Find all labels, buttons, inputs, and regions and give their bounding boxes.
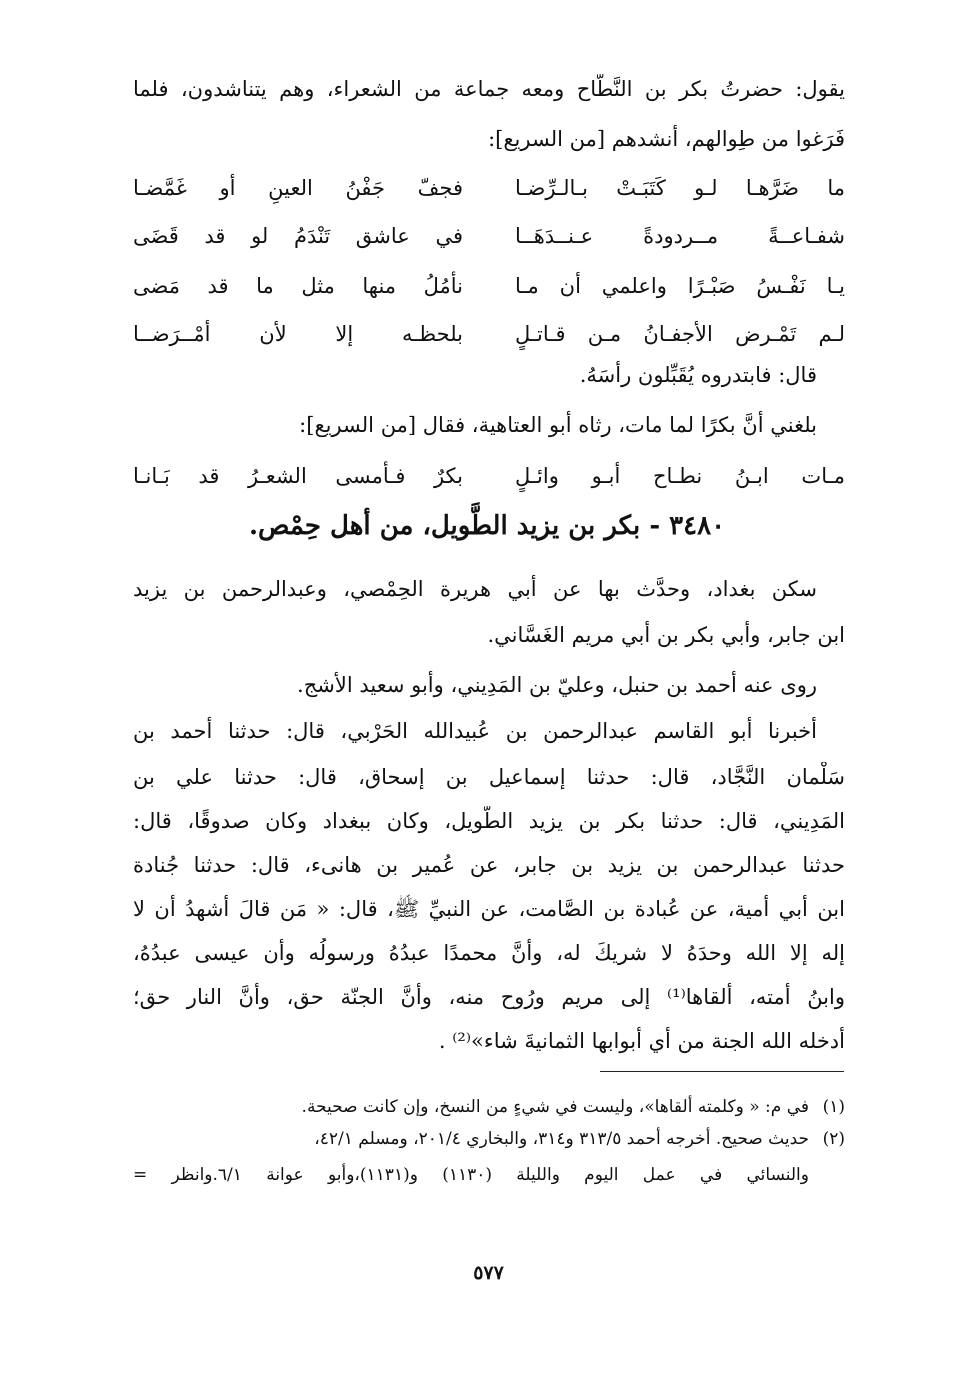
elegy-intro: بلغني أنَّ بكرًا لما مات، رثاه أبو العتاهية، فقال [من السريع]: [299, 413, 817, 437]
footnote-divider [600, 1071, 844, 1072]
para2-line: روى عنه أحمد بن حنبل، وعليّ بن المَدِيني، وأبو سعيد الأشج. [297, 673, 817, 697]
footnote-number: (٢) [822, 1129, 845, 1149]
verse-second-hemistich: بلحظـه إلا لأن أمْــرَضــا [133, 322, 463, 346]
footnote-text: في م: « وكلمته ألقاها»، وليست في شيءٍ من النسخ، وإن كانت صحيحة. [301, 1097, 809, 1117]
para1-line-1: سكن بغداد، وحدَّث بها عن أبي هريرة الحِمْصي، وعبدالرحمن بن يزيد [133, 577, 817, 601]
footnote-1 [133, 1094, 845, 1120]
footnote-2-continuation: والنسائي في عمل اليوم والليلة (١١٣٠) و(١١٣١)،وأبو عوانة ٦/١.وانظر = [133, 1165, 809, 1185]
verse-first-hemistich: مـات ابـنُ نطـاح أبـو وائـلٍ [515, 464, 845, 488]
footnote-number: (١) [822, 1097, 845, 1117]
para3-line-2: سَلْمان النَّجَّاد، قال: حدثنا إسماعيل بن إسحاق، قال: حدثنا علي بن [133, 765, 845, 789]
elegy-verse [133, 460, 845, 492]
footnote-2 [133, 1126, 845, 1152]
para3-line-6: إله إلا الله وحدَهُ لا شريكَ له، وأنَّ محمدًا عبدُهُ ورسولُه وأن عيسى عبدُهُ، [133, 941, 845, 965]
verse-first-hemistich: ما ضَرَّهـا لـو كَتَبَـتْ بـالـرِّضـا [515, 176, 845, 200]
entry-heading: ٣٤٨٠ - بكر بن يزيد الطَّويل، من أهل حِمْص. [248, 511, 726, 541]
narration-said: قال: فابتدروه يُقَبِّلون رأسَهُ. [579, 363, 817, 387]
verse-line-1 [133, 172, 845, 204]
verse-line-3 [133, 270, 845, 302]
verse-second-hemistich: بكرٌ فـأمسى الشعـرُ قد بَـانـا [133, 464, 463, 488]
footnote-text: حديث صحيح. أخرجه أحمد ٣١٣/٥ و٣١٤، والبخاري ٢٠١/٤، ومسلم ٤٢/١، [314, 1129, 809, 1149]
para3-line-4: حدثنا عبدالرحمن بن يزيد بن جابر، عن عُمير بن هانىء، قال: حدثنا جُنادة [133, 853, 845, 877]
para3-line-7: وابنُ أمته، ألقاها⁽¹⁾ إلى مريم ورُوح منه، وأنَّ الجنّة حق، وأنَّ النار حق؛ [133, 985, 845, 1009]
intro-line-2: فَرَغوا من طِوالهم، أنشدهم [من السريع]: [488, 127, 845, 151]
verse-second-hemistich: نأمُلُ منها مثل ما قد مَضى [133, 274, 463, 298]
page-number: ٥٧٧ [473, 1262, 504, 1284]
verse-line-2 [133, 220, 845, 252]
intro-line-1: يقول: حضرتُ بكر بن النَّطَّاح ومعه جماعة من الشعراء، وهم يتناشدون، فلما [133, 77, 845, 101]
para3-line-1: أخبرنا أبو القاسم عبدالرحمن بن عُبيدالله الحَرْبي، قال: حدثنا أحمد بن [133, 719, 817, 743]
para3-line-3: المَدِيني، قال: حدثنا بكر بن يزيد الطَّويل، وكان ببغداد وكان صدوقًا، قال: [133, 809, 845, 833]
verse-first-hemistich: يـا نَفْـسُ صَبْـرًا واعلمي أن مـا [515, 274, 845, 298]
para3-line-8: أدخله الله الجنة من أي أبوابها الثمانيةَ شاء»⁽²⁾ . [438, 1029, 845, 1053]
verse-second-hemistich: في عاشق تَنْدَمُ لو قد قَضَى [133, 224, 463, 248]
verse-first-hemistich: شفـاعــةً مــردودةً عـنــدَهَــا [515, 224, 845, 248]
verse-line-4 [133, 318, 845, 350]
verse-second-hemistich: فجفّ جَفْنُ العينِ أو غَمَّضـا [133, 176, 463, 200]
para1-line-2: ابن جابر، وأبي بكر بن أبي مريم الغَسَّاني. [487, 623, 845, 647]
verse-first-hemistich: لـم تَمْـرض الأجفـانُ مـن قـاتـلٍ [515, 322, 845, 346]
para3-line-5: ابن أبي أمية، عن عُبادة بن الصَّامت، عن النبيِّ ﷺ، قال: « مَن قالَ أشهدُ أن لا [133, 897, 845, 921]
